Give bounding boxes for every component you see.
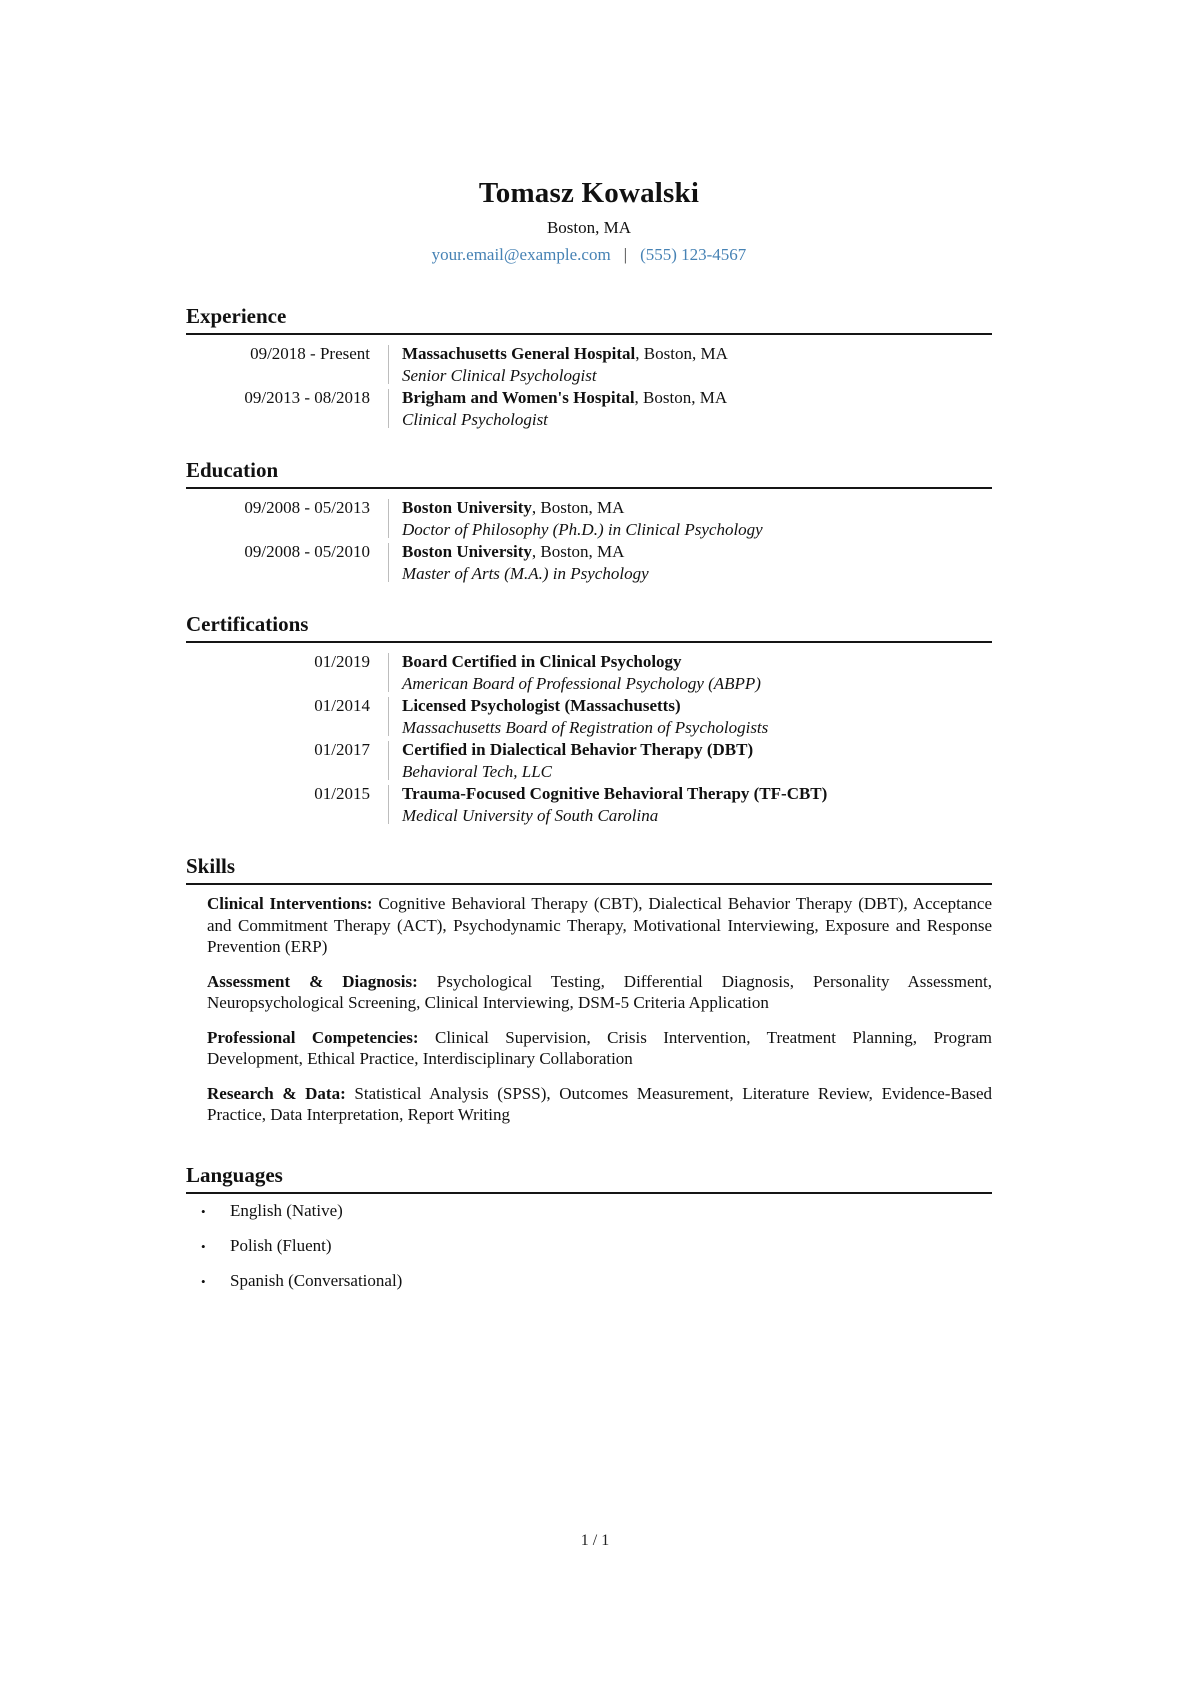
section-skills — [186, 853, 992, 1126]
entry-date: 01/2014 — [314, 696, 370, 715]
contact-line — [186, 243, 992, 267]
entry-title — [402, 541, 992, 563]
skill-text: Cognitive Behavioral Therapy (CBT), Dialectical Behavior Therapy (DBT), Acceptance and Commitment Therapy (ACT), Psychodynamic Therapy, Motivational Interviewing, Exposure and Response Prevention (ERP) — [207, 894, 993, 956]
education-entries — [186, 497, 992, 585]
entry-school: Boston University — [402, 542, 532, 561]
entry-divider — [388, 389, 402, 428]
education-entry — [186, 541, 992, 585]
entry-degree: Doctor of Philosophy (Ph.D.) in Clinical Psychology — [402, 520, 763, 539]
certification-name: Licensed Psychologist (Massachusetts) — [402, 696, 681, 715]
person-location: Boston, MA — [546, 218, 632, 237]
contact-separator: | — [623, 245, 628, 264]
entry-title — [402, 651, 992, 673]
languages-list — [186, 1200, 992, 1293]
entry-date: 01/2017 — [314, 740, 370, 759]
page-number: 1 / 1 — [580, 1532, 610, 1549]
skill-paragraph — [207, 1083, 992, 1126]
skill-paragraph — [207, 893, 992, 958]
bullet-icon: • — [201, 1273, 206, 1289]
entry-divider — [388, 499, 402, 538]
entry-divider — [388, 345, 402, 384]
skill-label: Professional Competencies: — [207, 1027, 419, 1047]
entry-date: 09/2008 - 05/2013 — [244, 498, 370, 517]
certification-issuer: Medical University of South Carolina — [402, 806, 659, 825]
entry-divider — [388, 785, 402, 824]
section-education — [186, 457, 992, 585]
experience-entry — [186, 343, 992, 387]
experience-entry — [186, 387, 992, 431]
certification-issuer: Massachusetts Board of Registration of Psychologists — [402, 718, 769, 737]
entry-date: 01/2015 — [314, 784, 370, 803]
certification-entry — [186, 783, 992, 827]
entry-date: 09/2008 - 05/2010 — [244, 542, 370, 561]
certification-entry — [186, 695, 992, 739]
entry-title — [402, 387, 992, 409]
skill-text: Clinical Supervision, Crisis Intervention, Treatment Planning, Program Development, Ethical Practice, Interdisciplinary Collaboration — [207, 1027, 993, 1068]
section-title-certifications: Certifications — [186, 611, 992, 643]
entry-title — [402, 695, 992, 717]
section-title-languages: Languages — [186, 1162, 992, 1194]
section-experience — [186, 303, 992, 431]
entry-org: Massachusetts General Hospital — [402, 344, 636, 363]
entry-school-location: , Boston, MA — [531, 498, 625, 517]
certification-name: Certified in Dialectical Behavior Therapy (DBT) — [402, 740, 754, 759]
person-name: Tomasz Kowalski — [478, 177, 700, 209]
skill-text: Statistical Analysis (SPSS), Outcomes Measurement, Literature Review, Evidence-Based Practice, Data Interpretation, Report Writing — [207, 1083, 993, 1124]
certification-issuer: Behavioral Tech, LLC — [402, 762, 553, 781]
email-link[interactable]: your.email@example.com — [431, 245, 611, 264]
experience-entries — [186, 343, 992, 431]
section-title-skills: Skills — [186, 853, 992, 885]
certification-name: Trauma-Focused Cognitive Behavioral Therapy (TF-CBT) — [402, 784, 828, 803]
entry-date: 09/2013 - 08/2018 — [244, 388, 370, 407]
language-item — [186, 1200, 992, 1223]
entry-role: Clinical Psychologist — [402, 410, 548, 429]
certification-entry — [186, 651, 992, 695]
entry-date: 01/2019 — [314, 652, 370, 671]
entry-org-location: , Boston, MA — [635, 344, 728, 363]
section-title-education: Education — [186, 457, 992, 489]
entry-divider — [388, 697, 402, 736]
skill-paragraph — [207, 971, 992, 1014]
certification-issuer: American Board of Professional Psychology (ABPP) — [402, 674, 761, 693]
entry-title — [402, 783, 992, 805]
entry-school-location: , Boston, MA — [531, 542, 625, 561]
education-entry — [186, 497, 992, 541]
phone-link[interactable]: (555) 123-4567 — [640, 245, 747, 264]
section-languages — [186, 1162, 992, 1293]
entry-org-location: , Boston, MA — [634, 388, 728, 407]
entry-degree: Master of Arts (M.A.) in Psychology — [402, 564, 649, 583]
section-title-experience: Experience — [186, 303, 992, 335]
skill-text: Psychological Testing, Differential Diagnosis, Personality Assessment, Neuropsychological Screening, Clinical Interviewing, DSM-5 Criteria Application — [207, 971, 993, 1012]
entry-date: 09/2018 - Present — [250, 344, 370, 363]
language-label: English (Native) — [230, 1200, 343, 1220]
entry-school: Boston University — [402, 498, 532, 517]
entry-title — [402, 343, 992, 365]
entry-divider — [388, 653, 402, 692]
skill-label: Research & Data: — [207, 1083, 346, 1103]
language-item — [186, 1235, 992, 1258]
resume-header — [186, 176, 992, 267]
certification-entry — [186, 739, 992, 783]
certification-entries — [186, 651, 992, 827]
skill-label: Clinical Interventions: — [207, 894, 373, 913]
entry-divider — [388, 543, 402, 582]
section-certifications — [186, 611, 992, 827]
certification-name: Board Certified in Clinical Psychology — [402, 652, 682, 671]
language-label: Spanish (Conversational) — [230, 1270, 403, 1290]
entry-role: Senior Clinical Psychologist — [402, 366, 597, 385]
bullet-icon: • — [201, 1203, 206, 1219]
language-label: Polish (Fluent) — [230, 1235, 332, 1255]
entry-org: Brigham and Women's Hospital — [402, 388, 635, 407]
skill-paragraph — [207, 1027, 992, 1070]
entry-divider — [388, 741, 402, 780]
entry-title — [402, 739, 992, 761]
skill-label: Assessment & Diagnosis: — [207, 971, 418, 991]
skills-body — [186, 893, 992, 1126]
bullet-icon: • — [201, 1238, 206, 1254]
entry-title — [402, 497, 992, 519]
language-item — [186, 1270, 992, 1293]
